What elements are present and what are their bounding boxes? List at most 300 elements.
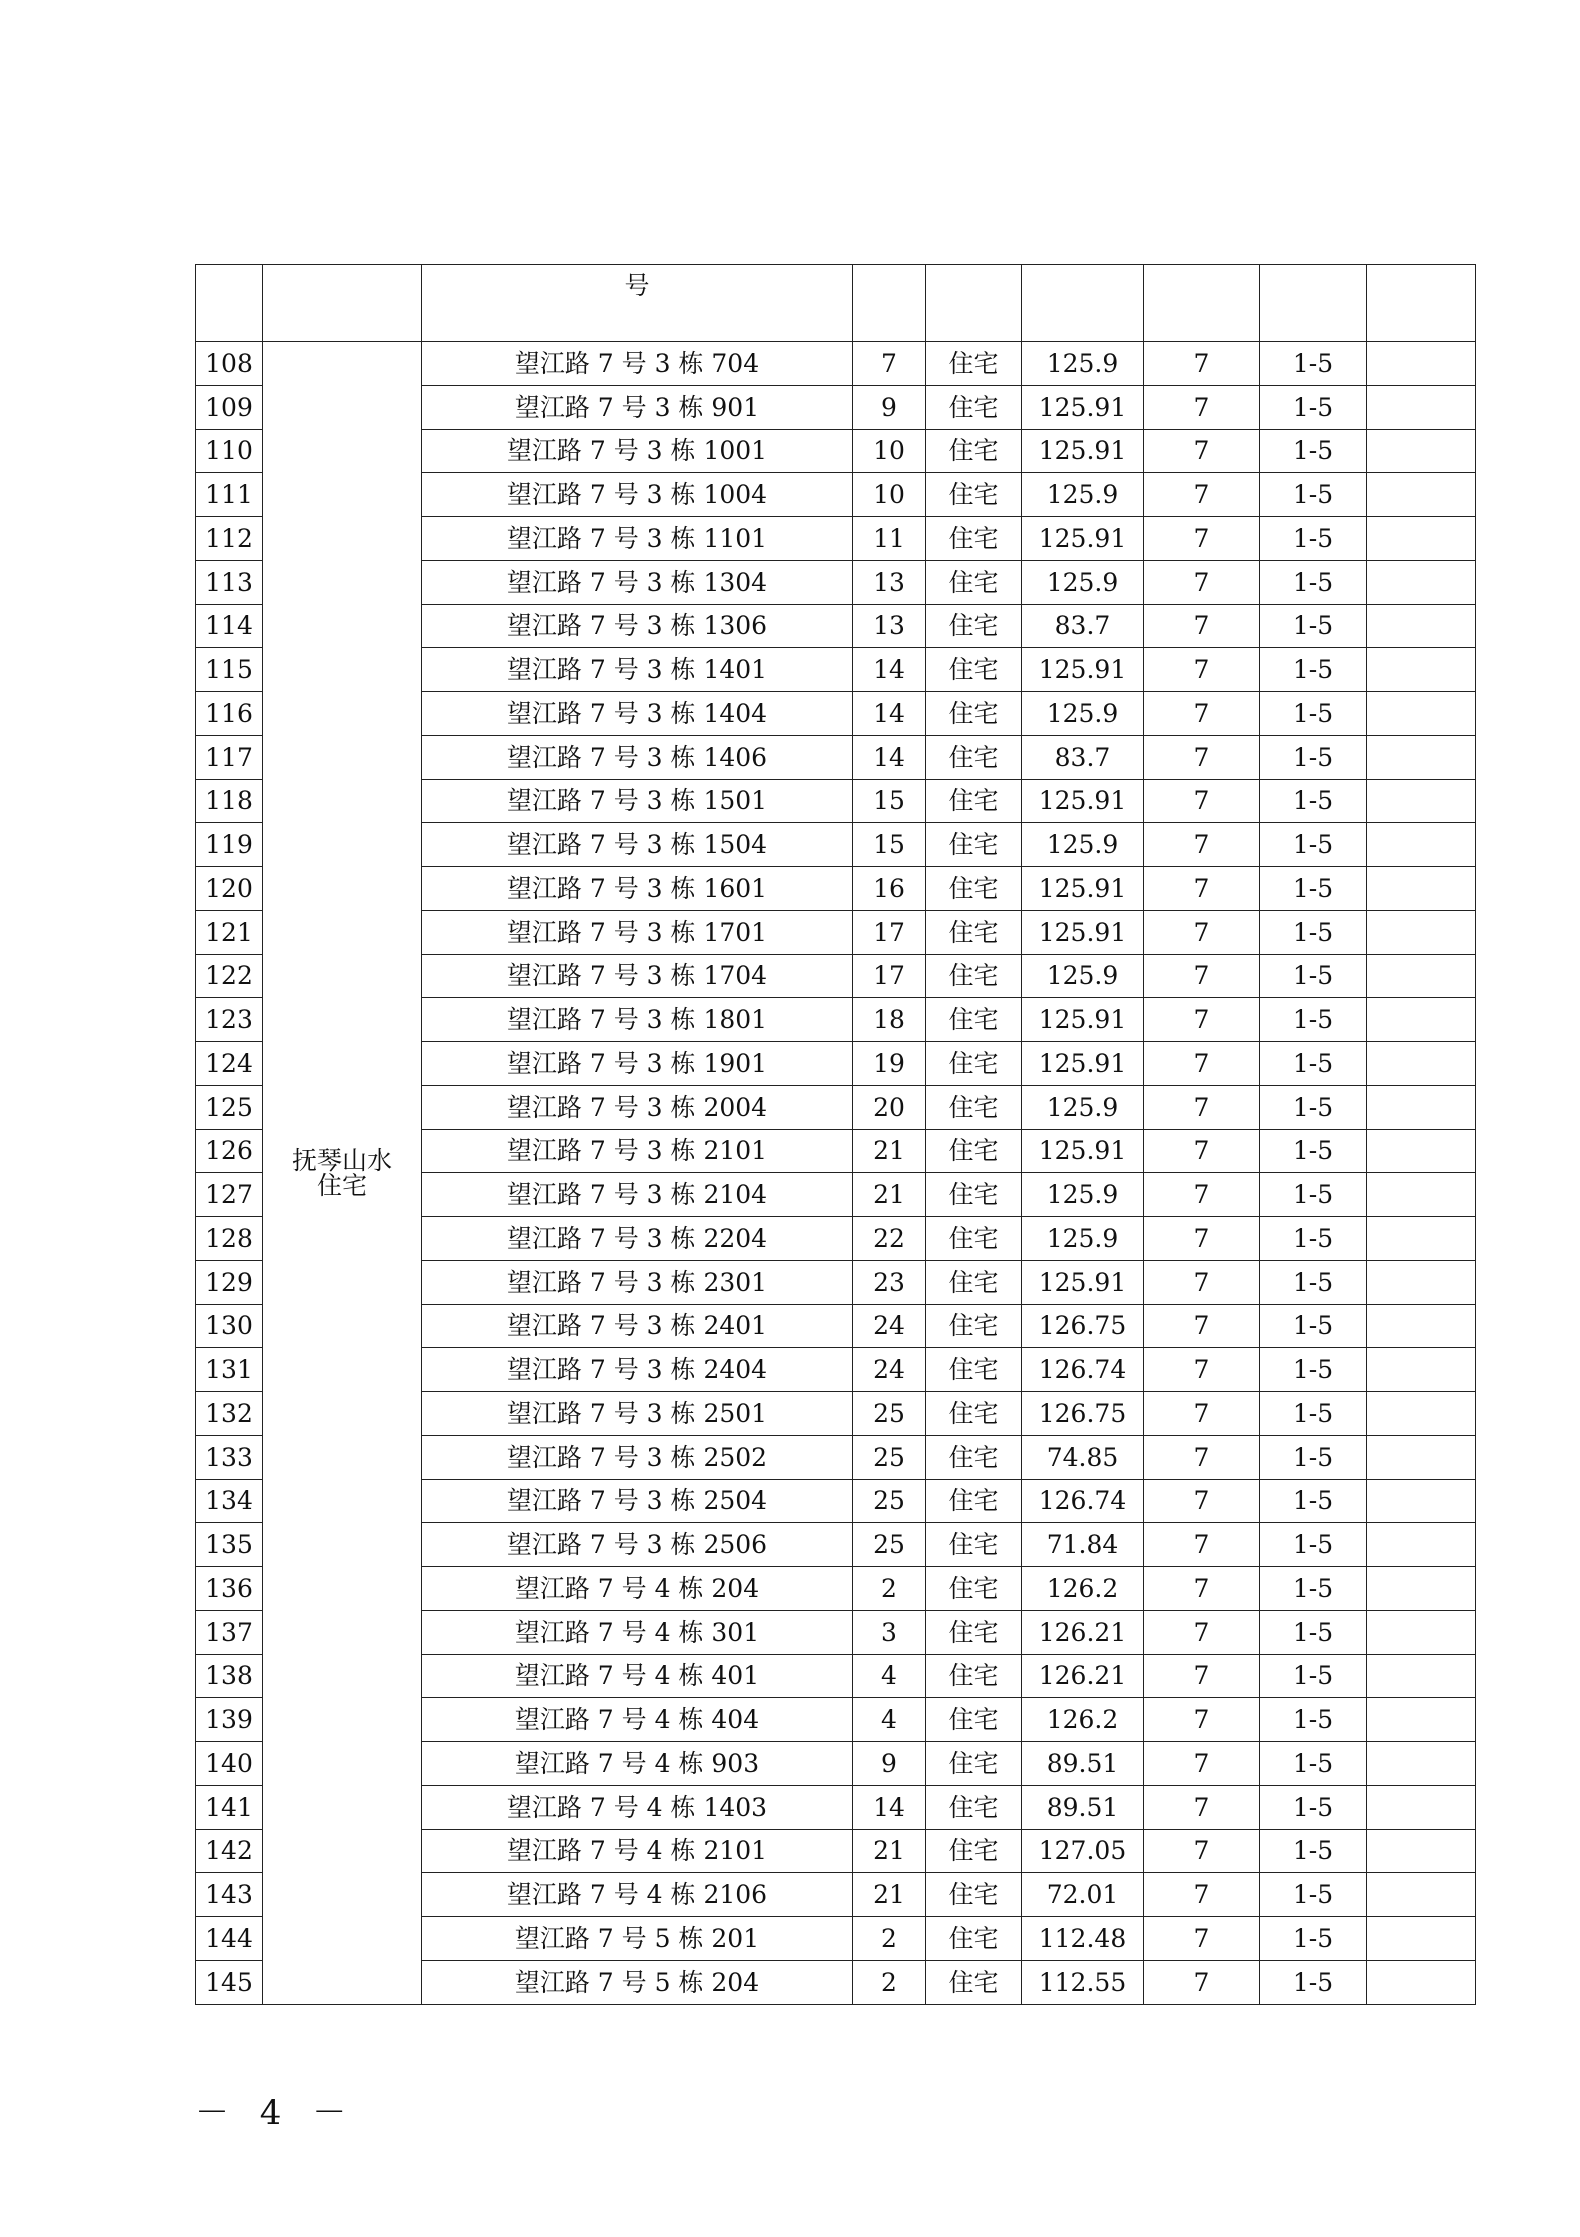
cell-serial-number: 114: [196, 604, 263, 648]
cell-remarks: [1367, 1829, 1476, 1873]
cell-use-type: 住宅: [926, 517, 1022, 561]
cell-area: 72.01: [1022, 1873, 1144, 1917]
cell-floor: 10: [853, 473, 926, 517]
cell-col7: 1-5: [1260, 1917, 1367, 1961]
cell-col6: 7: [1144, 954, 1260, 998]
cell-serial-number: 138: [196, 1654, 263, 1698]
cell-col6: 7: [1144, 1304, 1260, 1348]
cell-address: 望江路 7 号 3 栋 1101: [422, 517, 853, 561]
cell-use-type: 住宅: [926, 910, 1022, 954]
cell-use-type: 住宅: [926, 385, 1022, 429]
cell-empty: [1022, 265, 1144, 342]
cell-col7: 1-5: [1260, 1173, 1367, 1217]
cell-col7: 1-5: [1260, 1479, 1367, 1523]
cell-address: 望江路 7 号 3 栋 2101: [422, 1129, 853, 1173]
cell-address: 望江路 7 号 3 栋 901: [422, 385, 853, 429]
cell-use-type: 住宅: [926, 1260, 1022, 1304]
cell-area: 125.91: [1022, 517, 1144, 561]
cell-use-type: 住宅: [926, 1129, 1022, 1173]
cell-serial-number: 137: [196, 1610, 263, 1654]
cell-serial-number: 136: [196, 1567, 263, 1611]
cell-col6: 7: [1144, 1873, 1260, 1917]
cell-floor: 14: [853, 1785, 926, 1829]
cell-serial-number: 122: [196, 954, 263, 998]
cell-use-type: 住宅: [926, 692, 1022, 736]
cell-empty: [1144, 265, 1260, 342]
cell-col6: 7: [1144, 385, 1260, 429]
cell-col6: 7: [1144, 910, 1260, 954]
cell-area: 126.21: [1022, 1610, 1144, 1654]
cell-floor: 4: [853, 1654, 926, 1698]
cell-floor: 2: [853, 1960, 926, 2004]
cell-remarks: [1367, 1260, 1476, 1304]
cell-serial-number: 131: [196, 1348, 263, 1392]
cell-floor: 25: [853, 1479, 926, 1523]
cell-serial-number: 117: [196, 735, 263, 779]
cell-serial-number: 143: [196, 1873, 263, 1917]
cell-serial-number: 129: [196, 1260, 263, 1304]
cell-area: 125.91: [1022, 1260, 1144, 1304]
cell-remarks: [1367, 648, 1476, 692]
cell-remarks: [1367, 342, 1476, 386]
cell-area: 125.9: [1022, 342, 1144, 386]
cell-floor: 21: [853, 1129, 926, 1173]
cell-floor: 21: [853, 1173, 926, 1217]
cell-area: 125.91: [1022, 648, 1144, 692]
cell-col7: 1-5: [1260, 1260, 1367, 1304]
cell-floor: 13: [853, 560, 926, 604]
cell-floor: 19: [853, 1042, 926, 1086]
cell-district: [263, 342, 422, 2005]
cell-remarks: [1367, 867, 1476, 911]
cell-col7: 1-5: [1260, 779, 1367, 823]
cell-serial-number: 132: [196, 1392, 263, 1436]
cell-use-type: 住宅: [926, 342, 1022, 386]
cell-address: 望江路 7 号 4 栋 903: [422, 1742, 853, 1786]
cell-address: 望江路 7 号 3 栋 1504: [422, 823, 853, 867]
cell-address: 望江路 7 号 4 栋 204: [422, 1567, 853, 1611]
cell-floor: 24: [853, 1348, 926, 1392]
cell-serial-number: 123: [196, 998, 263, 1042]
cell-col6: 7: [1144, 560, 1260, 604]
cell-serial-number: 118: [196, 779, 263, 823]
cell-serial-number: 121: [196, 910, 263, 954]
cell-floor: 13: [853, 604, 926, 648]
cell-floor: 23: [853, 1260, 926, 1304]
cell-remarks: [1367, 1610, 1476, 1654]
cell-col6: 7: [1144, 604, 1260, 648]
cell-area: 125.9: [1022, 473, 1144, 517]
cell-col7: 1-5: [1260, 735, 1367, 779]
cell-empty: [853, 265, 926, 342]
cell-address: 望江路 7 号 4 栋 2101: [422, 1829, 853, 1873]
cell-col6: 7: [1144, 998, 1260, 1042]
cell-col6: 7: [1144, 517, 1260, 561]
cell-remarks: [1367, 1085, 1476, 1129]
cell-address: 望江路 7 号 3 栋 1901: [422, 1042, 853, 1086]
cell-floor: 17: [853, 910, 926, 954]
cell-use-type: 住宅: [926, 867, 1022, 911]
cell-area: 126.21: [1022, 1654, 1144, 1698]
cell-use-type: 住宅: [926, 1479, 1022, 1523]
cell-col6: 7: [1144, 1085, 1260, 1129]
cell-address: 望江路 7 号 3 栋 2204: [422, 1217, 853, 1261]
cell-floor: 18: [853, 998, 926, 1042]
cell-remarks: [1367, 473, 1476, 517]
cell-area: 83.7: [1022, 735, 1144, 779]
cell-remarks: [1367, 1917, 1476, 1961]
cell-floor: 9: [853, 385, 926, 429]
cell-area: 125.9: [1022, 1173, 1144, 1217]
cell-col6: 7: [1144, 1829, 1260, 1873]
table-body: [196, 265, 1476, 2005]
cell-address: 望江路 7 号 3 栋 1001: [422, 429, 853, 473]
cell-floor: 16: [853, 867, 926, 911]
cell-serial-number: 135: [196, 1523, 263, 1567]
cell-serial-number: 144: [196, 1917, 263, 1961]
cell-col6: 7: [1144, 1785, 1260, 1829]
cell-serial-number: 109: [196, 385, 263, 429]
cell-empty: [196, 265, 263, 342]
cell-floor: 15: [853, 823, 926, 867]
cell-remarks: [1367, 517, 1476, 561]
cell-address: 望江路 7 号 3 栋 1304: [422, 560, 853, 604]
cell-remarks: [1367, 823, 1476, 867]
cell-address: 望江路 7 号 3 栋 2004: [422, 1085, 853, 1129]
cell-col6: 7: [1144, 823, 1260, 867]
cell-address: 望江路 7 号 3 栋 1704: [422, 954, 853, 998]
cell-use-type: 住宅: [926, 1829, 1022, 1873]
cell-col6: 7: [1144, 1654, 1260, 1698]
cell-serial-number: 112: [196, 517, 263, 561]
cell-address-continued: 号: [422, 265, 853, 342]
cell-serial-number: 134: [196, 1479, 263, 1523]
cell-use-type: 住宅: [926, 1392, 1022, 1436]
cell-use-type: 住宅: [926, 560, 1022, 604]
cell-area: 126.75: [1022, 1304, 1144, 1348]
cell-use-type: 住宅: [926, 1785, 1022, 1829]
cell-use-type: 住宅: [926, 1348, 1022, 1392]
cell-area: 125.91: [1022, 867, 1144, 911]
cell-floor: 25: [853, 1523, 926, 1567]
cell-col7: 1-5: [1260, 1129, 1367, 1173]
cell-remarks: [1367, 1523, 1476, 1567]
cell-floor: 3: [853, 1610, 926, 1654]
cell-remarks: [1367, 1785, 1476, 1829]
cell-remarks: [1367, 385, 1476, 429]
cell-remarks: [1367, 692, 1476, 736]
cell-col6: 7: [1144, 473, 1260, 517]
cell-use-type: 住宅: [926, 1435, 1022, 1479]
cell-area: 71.84: [1022, 1523, 1144, 1567]
cell-serial-number: 139: [196, 1698, 263, 1742]
cell-address: 望江路 7 号 3 栋 2506: [422, 1523, 853, 1567]
cell-floor: 25: [853, 1435, 926, 1479]
cell-area: 125.91: [1022, 910, 1144, 954]
cell-col6: 7: [1144, 1479, 1260, 1523]
cell-col7: 1-5: [1260, 560, 1367, 604]
cell-floor: 2: [853, 1567, 926, 1611]
cell-serial-number: 115: [196, 648, 263, 692]
cell-empty: [926, 265, 1022, 342]
cell-floor: 20: [853, 1085, 926, 1129]
cell-floor: 24: [853, 1304, 926, 1348]
cell-serial-number: 141: [196, 1785, 263, 1829]
cell-floor: 14: [853, 735, 926, 779]
cell-address: 望江路 7 号 3 栋 2104: [422, 1173, 853, 1217]
cell-use-type: 住宅: [926, 1217, 1022, 1261]
cell-remarks: [1367, 1304, 1476, 1348]
cell-serial-number: 108: [196, 342, 263, 386]
cell-address: 望江路 7 号 4 栋 401: [422, 1654, 853, 1698]
cell-serial-number: 119: [196, 823, 263, 867]
cell-use-type: 住宅: [926, 1173, 1022, 1217]
cell-address: 望江路 7 号 4 栋 404: [422, 1698, 853, 1742]
cell-area: 126.2: [1022, 1698, 1144, 1742]
cell-col6: 7: [1144, 1960, 1260, 2004]
cell-col7: 1-5: [1260, 1960, 1367, 2004]
cell-col7: 1-5: [1260, 1610, 1367, 1654]
cell-col6: 7: [1144, 1042, 1260, 1086]
cell-address: 望江路 7 号 4 栋 2106: [422, 1873, 853, 1917]
cell-col7: 1-5: [1260, 1348, 1367, 1392]
cell-serial-number: 116: [196, 692, 263, 736]
cell-use-type: 住宅: [926, 779, 1022, 823]
cell-area: 125.9: [1022, 560, 1144, 604]
cell-col6: 7: [1144, 867, 1260, 911]
cell-remarks: [1367, 1173, 1476, 1217]
cell-col7: 1-5: [1260, 1785, 1367, 1829]
cell-address: 望江路 7 号 4 栋 1403: [422, 1785, 853, 1829]
cell-use-type: 住宅: [926, 1567, 1022, 1611]
cell-remarks: [1367, 1217, 1476, 1261]
district-name-line2: 住宅: [316, 1170, 367, 1200]
cell-floor: 22: [853, 1217, 926, 1261]
cell-col7: 1-5: [1260, 1523, 1367, 1567]
cell-remarks: [1367, 910, 1476, 954]
cell-col6: 7: [1144, 1567, 1260, 1611]
cell-remarks: [1367, 1960, 1476, 2004]
cell-area: 89.51: [1022, 1785, 1144, 1829]
cell-col6: 7: [1144, 1698, 1260, 1742]
cell-floor: 25: [853, 1392, 926, 1436]
cell-floor: 10: [853, 429, 926, 473]
cell-floor: 15: [853, 779, 926, 823]
cell-use-type: 住宅: [926, 1873, 1022, 1917]
cell-use-type: 住宅: [926, 823, 1022, 867]
cell-serial-number: 111: [196, 473, 263, 517]
cell-col7: 1-5: [1260, 1873, 1367, 1917]
cell-use-type: 住宅: [926, 1698, 1022, 1742]
cell-area: 125.9: [1022, 954, 1144, 998]
cell-empty: [1367, 265, 1476, 342]
cell-area: 125.9: [1022, 1085, 1144, 1129]
cell-col6: 7: [1144, 1610, 1260, 1654]
cell-col7: 1-5: [1260, 910, 1367, 954]
cell-address: 望江路 7 号 3 栋 1501: [422, 779, 853, 823]
cell-col6: 7: [1144, 1435, 1260, 1479]
cell-serial-number: 145: [196, 1960, 263, 2004]
cell-address: 望江路 7 号 3 栋 1701: [422, 910, 853, 954]
cell-address: 望江路 7 号 3 栋 1401: [422, 648, 853, 692]
cell-address: 望江路 7 号 3 栋 1004: [422, 473, 853, 517]
cell-serial-number: 126: [196, 1129, 263, 1173]
cell-use-type: 住宅: [926, 604, 1022, 648]
cell-col7: 1-5: [1260, 1392, 1367, 1436]
cell-address: 望江路 7 号 3 栋 704: [422, 342, 853, 386]
cell-area: 126.75: [1022, 1392, 1144, 1436]
cell-use-type: 住宅: [926, 954, 1022, 998]
cell-address: 望江路 7 号 3 栋 2401: [422, 1304, 853, 1348]
cell-floor: 11: [853, 517, 926, 561]
cell-serial-number: 120: [196, 867, 263, 911]
cell-remarks: [1367, 604, 1476, 648]
cell-area: 125.9: [1022, 692, 1144, 736]
cell-remarks: [1367, 1348, 1476, 1392]
cell-area: 126.74: [1022, 1348, 1144, 1392]
cell-floor: 7: [853, 342, 926, 386]
cell-address: 望江路 7 号 3 栋 1404: [422, 692, 853, 736]
table-row-continued-header: [196, 265, 1476, 342]
cell-serial-number: 133: [196, 1435, 263, 1479]
cell-remarks: [1367, 1567, 1476, 1611]
cell-use-type: 住宅: [926, 1610, 1022, 1654]
cell-address: 望江路 7 号 4 栋 301: [422, 1610, 853, 1654]
cell-empty: [263, 265, 422, 342]
cell-address: 望江路 7 号 3 栋 1801: [422, 998, 853, 1042]
property-table: [195, 264, 1476, 2005]
cell-serial-number: 110: [196, 429, 263, 473]
cell-col7: 1-5: [1260, 342, 1367, 386]
cell-col7: 1-5: [1260, 1567, 1367, 1611]
cell-remarks: [1367, 1742, 1476, 1786]
cell-area: 112.55: [1022, 1960, 1144, 2004]
cell-address: 望江路 7 号 5 栋 204: [422, 1960, 853, 2004]
cell-use-type: 住宅: [926, 1917, 1022, 1961]
cell-remarks: [1367, 429, 1476, 473]
cell-empty: [1260, 265, 1367, 342]
cell-area: 74.85: [1022, 1435, 1144, 1479]
cell-col7: 1-5: [1260, 823, 1367, 867]
table-row: [196, 342, 1476, 386]
cell-use-type: 住宅: [926, 1085, 1022, 1129]
cell-col7: 1-5: [1260, 1435, 1367, 1479]
cell-col7: 1-5: [1260, 1698, 1367, 1742]
cell-col6: 7: [1144, 779, 1260, 823]
page-number: － 4 －: [195, 2093, 357, 2133]
cell-area: 125.91: [1022, 1129, 1144, 1173]
cell-address: 望江路 7 号 3 栋 2502: [422, 1435, 853, 1479]
cell-floor: 21: [853, 1829, 926, 1873]
cell-col6: 7: [1144, 1917, 1260, 1961]
cell-remarks: [1367, 1392, 1476, 1436]
cell-area: 125.91: [1022, 1042, 1144, 1086]
cell-remarks: [1367, 954, 1476, 998]
cell-use-type: 住宅: [926, 998, 1022, 1042]
cell-col6: 7: [1144, 1173, 1260, 1217]
cell-col7: 1-5: [1260, 954, 1367, 998]
cell-address: 望江路 7 号 3 栋 2504: [422, 1479, 853, 1523]
cell-address: 望江路 7 号 3 栋 1306: [422, 604, 853, 648]
cell-remarks: [1367, 1698, 1476, 1742]
cell-col6: 7: [1144, 1742, 1260, 1786]
cell-floor: 17: [853, 954, 926, 998]
cell-col6: 7: [1144, 1348, 1260, 1392]
cell-area: 112.48: [1022, 1917, 1144, 1961]
cell-col6: 7: [1144, 1392, 1260, 1436]
cell-col7: 1-5: [1260, 867, 1367, 911]
cell-area: 89.51: [1022, 1742, 1144, 1786]
cell-remarks: [1367, 1479, 1476, 1523]
cell-col6: 7: [1144, 1129, 1260, 1173]
cell-serial-number: 142: [196, 1829, 263, 1873]
cell-serial-number: 140: [196, 1742, 263, 1786]
cell-address: 望江路 7 号 3 栋 2301: [422, 1260, 853, 1304]
cell-area: 125.91: [1022, 779, 1144, 823]
cell-col7: 1-5: [1260, 473, 1367, 517]
cell-floor: 4: [853, 1698, 926, 1742]
cell-remarks: [1367, 1042, 1476, 1086]
cell-col6: 7: [1144, 735, 1260, 779]
cell-col6: 7: [1144, 1523, 1260, 1567]
cell-address: 望江路 7 号 3 栋 2404: [422, 1348, 853, 1392]
cell-address: 望江路 7 号 3 栋 1601: [422, 867, 853, 911]
cell-area: 126.2: [1022, 1567, 1144, 1611]
cell-col7: 1-5: [1260, 1304, 1367, 1348]
cell-remarks: [1367, 998, 1476, 1042]
cell-col7: 1-5: [1260, 1742, 1367, 1786]
cell-serial-number: 124: [196, 1042, 263, 1086]
cell-remarks: [1367, 1435, 1476, 1479]
cell-area: 127.05: [1022, 1829, 1144, 1873]
cell-serial-number: 127: [196, 1173, 263, 1217]
cell-col7: 1-5: [1260, 604, 1367, 648]
cell-area: 125.91: [1022, 998, 1144, 1042]
cell-serial-number: 125: [196, 1085, 263, 1129]
cell-serial-number: 130: [196, 1304, 263, 1348]
cell-area: 125.91: [1022, 385, 1144, 429]
cell-col7: 1-5: [1260, 692, 1367, 736]
cell-col6: 7: [1144, 1217, 1260, 1261]
cell-use-type: 住宅: [926, 429, 1022, 473]
cell-remarks: [1367, 1873, 1476, 1917]
cell-floor: 2: [853, 1917, 926, 1961]
cell-floor: 9: [853, 1742, 926, 1786]
cell-address: 望江路 7 号 3 栋 1406: [422, 735, 853, 779]
cell-use-type: 住宅: [926, 1654, 1022, 1698]
cell-use-type: 住宅: [926, 473, 1022, 517]
cell-remarks: [1367, 1654, 1476, 1698]
cell-col7: 1-5: [1260, 385, 1367, 429]
cell-address: 望江路 7 号 5 栋 201: [422, 1917, 853, 1961]
cell-col7: 1-5: [1260, 1217, 1367, 1261]
cell-area: 125.9: [1022, 1217, 1144, 1261]
cell-col7: 1-5: [1260, 1654, 1367, 1698]
cell-col7: 1-5: [1260, 1829, 1367, 1873]
cell-use-type: 住宅: [926, 1042, 1022, 1086]
cell-col6: 7: [1144, 648, 1260, 692]
cell-remarks: [1367, 735, 1476, 779]
cell-col7: 1-5: [1260, 1042, 1367, 1086]
cell-use-type: 住宅: [926, 1304, 1022, 1348]
district-name-line1: 抚琴山水: [291, 1145, 392, 1175]
cell-remarks: [1367, 1129, 1476, 1173]
cell-floor: 21: [853, 1873, 926, 1917]
cell-col7: 1-5: [1260, 1085, 1367, 1129]
cell-col7: 1-5: [1260, 648, 1367, 692]
cell-address: 望江路 7 号 3 栋 2501: [422, 1392, 853, 1436]
cell-col7: 1-5: [1260, 517, 1367, 561]
